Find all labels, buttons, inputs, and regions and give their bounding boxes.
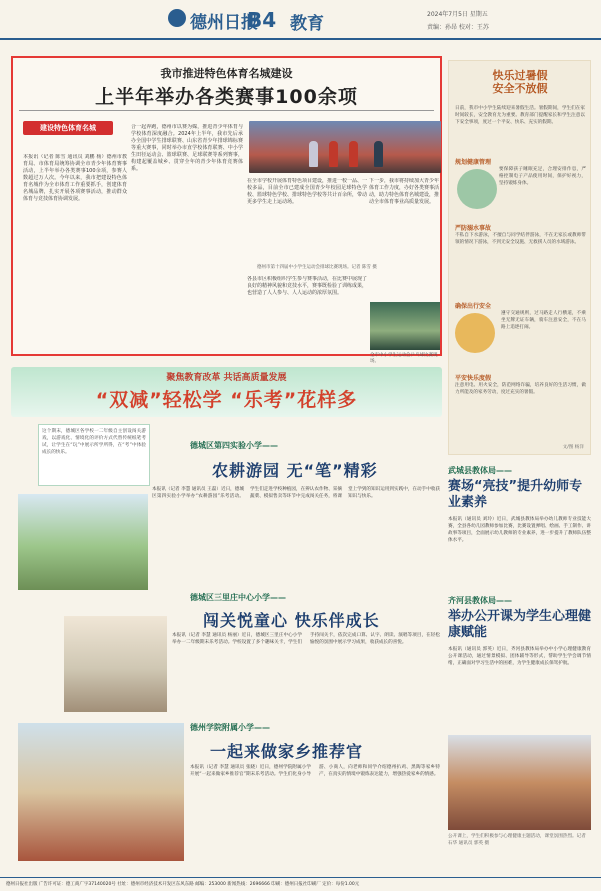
story-kicker: 德城区第四实验小学—— bbox=[190, 441, 278, 450]
player-figure bbox=[329, 141, 338, 167]
story-body: 本报讯（通讯员 刘玲）近日，武城县教体局举办幼儿教师专业技能大赛，全县各幼儿园教师参加比赛，比赛设置弹唱、绘画、手工制作、讲故事等项目，全面展示幼儿教师的专业素养，进一步提升了教师队伍整体水平。 bbox=[448, 517, 591, 543]
photo-caption: 德州市第十四届中小学生运动会排球比赛现场。记者 陈雪 摄 bbox=[257, 265, 377, 270]
story-kicker: 齐河县教体局—— bbox=[448, 596, 512, 605]
story-kicker: 德城区三里庄中心小学—— bbox=[190, 593, 286, 602]
story-body: 本报讯（记者 李慧 通讯员 张晓）近日，德州学院附属小学开展“一起来做家乡推荐官”期末乐考活动。学生们化身小导游、小商人，向老师和同学介绍德州扒鸡、黑陶等家乡特产，在真实的情境中锻炼表达能力，增强热爱家乡的情感。 bbox=[190, 765, 440, 777]
tip-section bbox=[455, 223, 586, 288]
photo-caption: 公开课上，学生们积极参与心理健康主题活动，课堂氛围热烈。记者 石华 通讯员 郭英 摄 bbox=[448, 834, 586, 846]
psychology-class-photo[interactable] bbox=[448, 735, 591, 830]
story-body: 本报讯（记者 李慧 通讯员 王磊）近日，德城区第四实验小学举办“农耕游园”乐考活动。学生们走进学校种植园，在辨认农作物、采摘蔬菜、模拟售卖等环节中完成闯关任务，将课堂上学到的知识运用到实践中，在动手中收获知识与快乐。 bbox=[152, 487, 440, 499]
tip-text: 不私自下水游泳，不擅自与同学结伴游泳，不在无家长或教师带领的情况下游泳，不到无安全设施、无救援人员的水域游泳。 bbox=[455, 233, 586, 245]
tip-label: 规划健康管理 bbox=[455, 159, 492, 166]
article-column-5: 各县市区积极组织学生参与赛事活动，在比赛中展现了良好的精神风貌和竞技水平，赛事既检验了训练成果，也营造了人人参与、人人运动的浓厚氛围。 bbox=[247, 276, 367, 296]
topic-badge bbox=[23, 121, 113, 135]
sidebar-credit: 文/图 杨洋 bbox=[562, 445, 584, 450]
article-subtitle: 我市推进特色体育名城建设 bbox=[160, 67, 293, 80]
sidebar-header[interactable] bbox=[485, 69, 555, 95]
volleyball-photo[interactable] bbox=[249, 121, 441, 173]
player-figure bbox=[349, 141, 358, 167]
exercise-illustration-icon bbox=[457, 169, 497, 209]
article-column-2: 合一起奔跑，德州市以赛为媒，推进青少年体育与学校体育深度融合。2024年上半年，我市先后承办全国中学生排球联赛、山东省青少年排球锦标赛等重大赛事，同时举办市直学校体育联赛、中小学生田径运动会、篮球联赛、足球联赛等系列赛事，构建起覆盖城乡、贯穿全年的青少年体育竞赛体系。 bbox=[131, 124, 243, 172]
sidebar-header-line: 安全不放假 bbox=[492, 82, 548, 95]
story-headline[interactable]: 农耕游园 无“笔”精彩 bbox=[212, 461, 378, 480]
garden-activity-photo[interactable] bbox=[18, 494, 148, 590]
tip-label: 平安快乐度假 bbox=[455, 375, 492, 382]
top-article[interactable] bbox=[11, 56, 442, 364]
story-headline[interactable]: 闯关悦童心 快乐伴成长 bbox=[203, 611, 380, 630]
feature-slogan: 聚焦教育改革 共话高质量发展 bbox=[166, 373, 287, 383]
summer-safety-sidebar bbox=[448, 60, 591, 455]
tip-section bbox=[455, 373, 586, 438]
side-story bbox=[448, 595, 591, 738]
story-headline[interactable]: 一起来做家乡推荐官 bbox=[210, 742, 364, 761]
page-code: B4 bbox=[247, 8, 277, 32]
editors-credit: 责编：孙昂 校对：王苏 bbox=[427, 24, 489, 31]
article-headline[interactable]: 上半年举办各类赛事100余项 bbox=[95, 86, 358, 108]
story-kicker: 德州学院附属小学—— bbox=[190, 723, 270, 732]
issue-date: 2024年7月5日 星期五 bbox=[427, 11, 488, 18]
topic-badge-label: 建设特色体育名城 bbox=[40, 124, 96, 132]
story-body: 本报讯（记者 李慧 通讯员 杨丽）近日，德城区三里庄中心小学举办一二年级期末乐考活动。学校设置了多个趣味关卡，学生们手持闯关卡，依次完成口算、认字、朗读、演唱等项目，在轻松愉悦的氛围中展示学习成果，收获成长的喜悦。 bbox=[172, 633, 440, 645]
newspaper-logo: 德州日报 bbox=[190, 13, 258, 33]
story-kicker: 武城县教体局—— bbox=[448, 466, 512, 475]
hometown-activity-photo[interactable] bbox=[18, 723, 184, 861]
tip-label: 确保出行安全 bbox=[455, 303, 492, 310]
article-column-3: 在全市学校开展体育特色项目建设，推进一校一品、一校多品，目前全市已建成全国青少年校园足球特色学校、篮球特色学校、排球特色学校等共计百余所，带动更多学生走上运动场。 bbox=[247, 178, 367, 205]
table-tennis-photo[interactable] bbox=[370, 302, 440, 350]
story-headline[interactable]: 举办公开课为学生心理健康赋能 bbox=[448, 609, 592, 640]
cycling-illustration-icon bbox=[455, 313, 495, 353]
feature-headline[interactable]: “双减”轻松学 “乐考”花样多 bbox=[95, 389, 358, 411]
story-body: 本报讯（通讯员 郭英）近日，齐河县教体局举办中小学心理健康教育公开课活动，通过情景模拟、团体辅导等形式，帮助学生学会调节情绪，正确面对学习生活中的困难，为学生健康成长保驾护航。 bbox=[448, 647, 591, 666]
tip-label: 严防溺水事故 bbox=[455, 225, 492, 232]
side-story bbox=[448, 465, 591, 614]
article-column-1: 本报讯（记者 陈雪 通讯员 刘鹏 杨）德州市教育局、市体育局统筹协调全市青少年体育赛事活动，上半年举办各类赛事100余项，参赛人数超过万人次。今年以来，我市把建设特色体育名城作为全市体育工作重要抓手，创建体育名城品牌，扎实开展各项赛事活动，推动群众体育与竞技体育协调发展。 bbox=[23, 154, 127, 202]
divider bbox=[19, 110, 434, 111]
masthead bbox=[0, 0, 601, 40]
player-figure bbox=[374, 141, 383, 167]
quiz-activity-photo[interactable] bbox=[64, 616, 167, 712]
tip-text: 要保障孩子睡眠充足，合理安排作息，严格控制电子产品使用时间，保护好视力，坚持锻炼身体。 bbox=[499, 167, 586, 186]
tip-text: 注意用电、用火安全，防范网络诈骗，培养良好的生活习惯，做力所能及的家务劳动，度过充实的暑假。 bbox=[455, 383, 586, 395]
feature-intro: 这个期末，德城区各学校一二年级自主创设闯关游戏，以游戏化、情境化的评价方式代替传统纸笔考试，让学生在“玩”中展示所学所得，在“考”中体验成长的快乐。 bbox=[38, 424, 150, 486]
tip-text: 遵守交通规则，过马路走人行横道，不乘坐无牌无证车辆，骑车注意安全，不在马路上追逐打闹。 bbox=[501, 311, 586, 330]
photo-caption: 全市中小学生运动会乒乓球比赛现场。 bbox=[370, 353, 438, 364]
page-footer: 德州日报社出版 广告许可证：德工商广字37140020号 社址：德州市经济技术开发区东风东路 邮编：253000 新闻热线：2696666 印刷：德州日报社印刷厂 定价：每份1.00元 bbox=[0, 877, 601, 891]
player-figure bbox=[309, 141, 318, 167]
story-headline[interactable]: 赛场“亮技”提升幼师专业素养 bbox=[448, 479, 583, 510]
sidebar-intro: 日前，我市中小学生陆续迎来暑假生活。暑假期间，学生们在家时间较长，安全教育尤为重要。教育部门提醒家长和学生注意以下安全事项，度过一个平安、快乐、充实的假期。 bbox=[455, 106, 585, 125]
newspaper-logo-icon bbox=[168, 9, 186, 27]
feature-banner bbox=[11, 367, 442, 417]
article-column-4: 下一步，我市将持续加大青少年体育工作力度，办好各类赛事活动，助力特色体育名城建设，推动全市体育事业高质量发展。 bbox=[369, 178, 439, 205]
sidebar-header-line: 快乐过暑假 bbox=[492, 69, 548, 82]
section-name: 教育 bbox=[290, 14, 324, 34]
